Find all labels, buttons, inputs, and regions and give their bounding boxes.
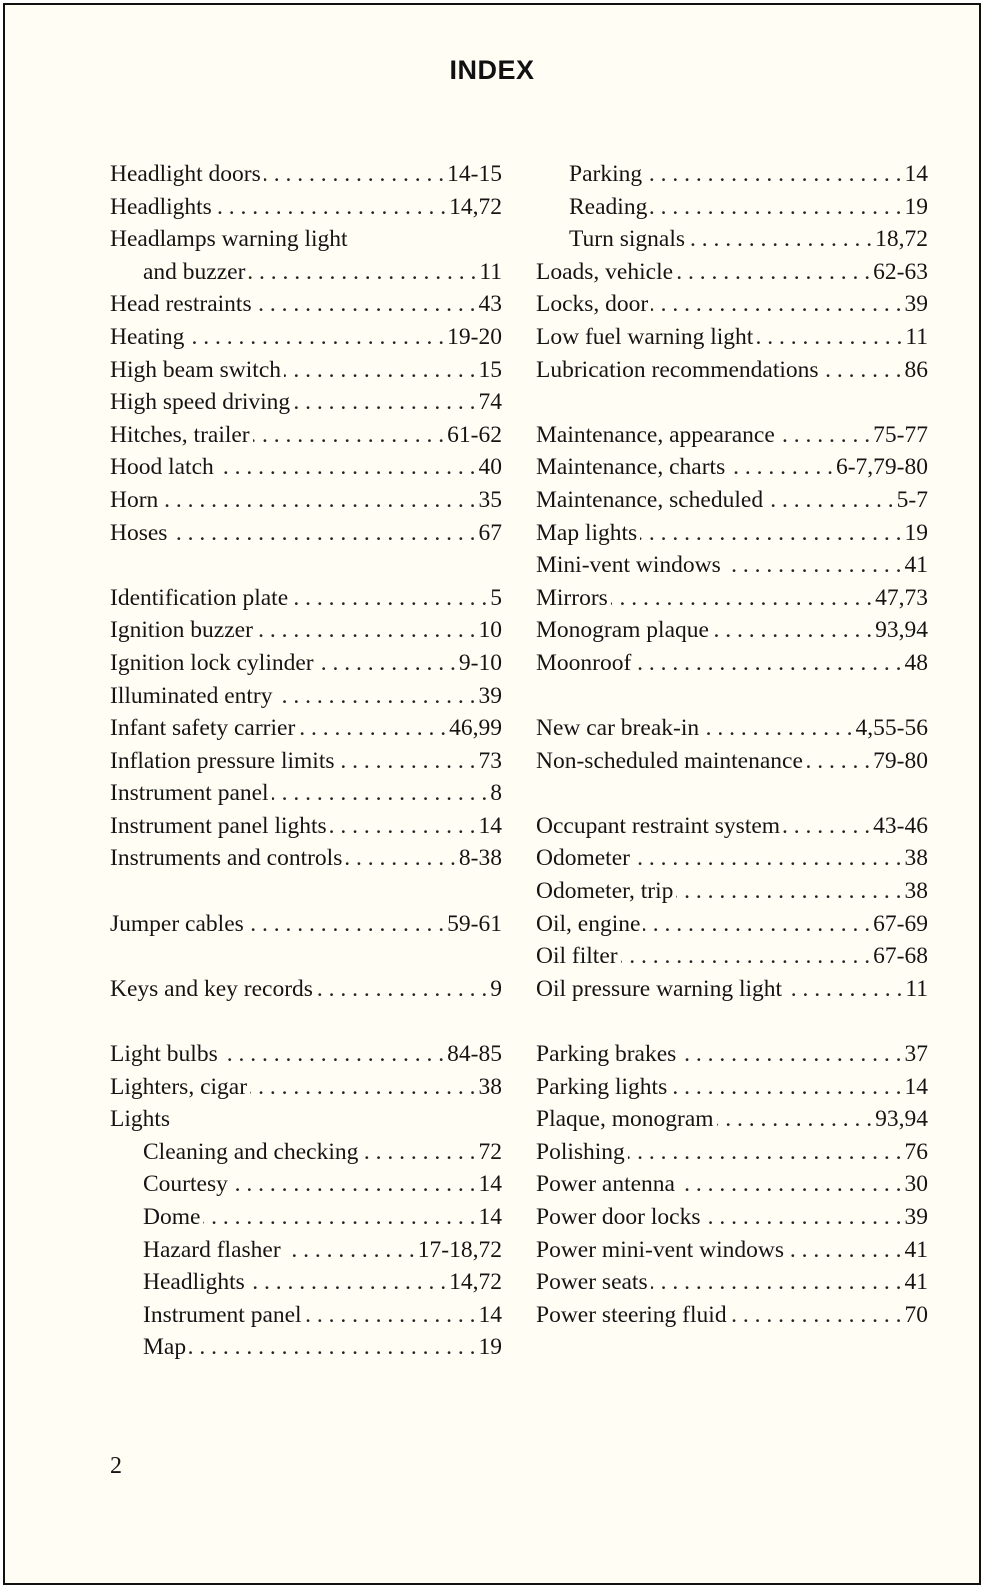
entry-label: Mirrors [536,584,608,611]
index-subentry [110,1234,502,1267]
dot-leader [345,842,456,875]
entry-pages: 4,55-56 [855,715,928,742]
index-subentry [536,191,928,224]
dot-leader [717,1103,873,1136]
index-subentry [110,1331,502,1364]
index-entry [536,1103,928,1136]
index-entry [110,223,502,256]
entry-label: Keys and key records [110,975,313,1002]
dot-leader [806,745,870,778]
entry-pages: 15 [478,356,502,383]
entry-label: Lights [110,1106,171,1133]
entry-label: Non-scheduled maintenance [536,747,803,774]
entry-label: Headlights [110,193,212,220]
entry-label: Low fuel warning light [536,323,754,350]
entry-pages: 93,94 [875,617,928,644]
dot-leader [650,191,901,224]
entry-label: Instruments and controls [110,845,343,872]
entry-pages: 41 [904,1269,928,1296]
section-gap [536,386,928,419]
entry-pages: 67-69 [873,910,928,937]
index-entry [536,614,928,647]
entry-pages: 6-7,79-80 [835,454,928,481]
index-entry [110,614,502,647]
entry-label: Infant safety carrier [110,715,296,742]
entry-label: Turn signals [569,226,686,253]
entry-pages: 76 [904,1138,928,1165]
dot-leader [255,288,476,321]
dot-leader [645,158,901,191]
index-entry [536,810,928,843]
entry-label: Mini-vent windows [536,552,721,579]
index-entry [110,419,502,452]
entry-label: Hood latch [110,454,214,481]
entry-label: Locks, door [536,291,649,318]
dot-leader [756,321,902,354]
entry-label: Hoses [110,519,168,546]
section-gap [536,1005,928,1038]
index-entry [536,1168,928,1201]
index-subentry [110,1299,502,1332]
entry-pages: 14 [478,1171,502,1198]
dot-leader [670,1071,901,1104]
entry-pages: 79-80 [873,747,928,774]
index-subentry [110,1136,502,1169]
index-entry [110,1103,502,1136]
dot-leader [712,614,872,647]
entry-label: Moonroof [536,649,632,676]
entry-pages: 14 [478,1301,502,1328]
entry-pages: 39 [904,291,928,318]
index-entry [536,647,928,680]
index-entry [536,940,928,973]
dot-leader [256,614,476,647]
entry-pages: 38 [904,878,928,905]
entry-pages: 47,73 [875,584,928,611]
index-entry [536,1299,928,1332]
dot-leader [305,1299,476,1332]
entry-pages: 9 [490,975,502,1002]
entry-label: Headlight doors [110,161,261,187]
dot-leader [284,354,476,387]
entry-label: Parking brakes [536,1041,677,1068]
index-column-right [536,158,928,1331]
entry-pages: 72 [478,1138,502,1165]
dot-leader [187,321,444,354]
section-gap [110,549,502,582]
dot-leader [298,712,446,745]
dot-leader [651,1266,902,1299]
entry-label: Oil pressure warning light [536,975,783,1002]
index-entry [110,1071,502,1104]
entry-pages: 84-85 [447,1041,502,1068]
entry-label: Map [143,1334,187,1361]
dot-leader [688,223,872,256]
dot-leader [703,1201,901,1234]
dot-leader [276,680,476,713]
index-entry [536,419,928,452]
index-entry [536,1201,928,1234]
entry-label: Power steering fluid [536,1301,727,1328]
dot-leader [316,973,487,1006]
dot-leader [724,549,902,582]
index-entry [536,1071,928,1104]
index-subentry [536,223,928,256]
entry-pages: 73 [478,747,502,774]
dot-leader [284,1234,415,1267]
entry-pages: 19 [478,1334,502,1361]
entry-pages: 67 [478,519,502,546]
index-page [3,3,981,1585]
index-entry [536,549,928,582]
entry-label: Dome [143,1204,201,1230]
entry-pages: 8 [490,780,502,807]
entry-pages: 41 [904,1236,928,1263]
entry-pages: 14,72 [449,193,502,220]
dot-leader [264,158,444,191]
entry-label: Maintenance, charts [536,454,726,481]
index-entry [536,1136,928,1169]
entry-label: Identification plate [110,584,289,611]
entry-pages: 39 [904,1204,928,1230]
index-entry [110,256,502,289]
entry-label: Headlights [143,1269,245,1296]
entry-pages: 67-68 [873,943,928,970]
dot-leader [215,191,446,224]
index-subentry [110,1201,502,1234]
page-title: INDEX [449,55,535,85]
entry-pages: 17-18,72 [417,1236,502,1263]
index-entry [110,680,502,713]
index-entry [110,745,502,778]
entry-label: Monogram plaque [536,617,709,644]
entry-label: Instrument panel [110,780,269,807]
entry-label: and buzzer [143,258,246,285]
entry-pages: 38 [478,1073,502,1100]
dot-leader [676,875,901,908]
entry-label: Oil, engine [536,910,641,937]
entry-pages: 14 [478,1204,502,1230]
dot-leader [778,419,870,452]
entry-pages: 41 [904,552,928,579]
dot-leader [221,1038,444,1071]
index-entry [536,1234,928,1267]
entry-label: Cleaning and checking [143,1138,359,1165]
entry-pages: 10 [478,617,502,644]
index-entry [110,191,502,224]
dot-leader [730,1299,902,1332]
dot-leader [676,256,870,289]
entry-label: Occupant restraint system [536,812,781,839]
index-subentry [110,1266,502,1299]
dot-leader [161,484,475,517]
entry-pages: 37 [904,1041,928,1068]
entry-label: Instrument panel lights [110,812,327,839]
dot-leader [679,1038,901,1071]
dot-leader [203,1201,475,1234]
dot-leader [611,582,872,615]
index-entry [536,288,928,321]
entry-pages: 59-61 [447,910,502,937]
dot-leader [728,451,833,484]
entry-pages: 43-46 [873,812,928,839]
index-entry [536,875,928,908]
index-entry [536,712,928,745]
entry-label: Horn [110,486,159,513]
entry-label: Power mini-vent windows [536,1236,785,1263]
entry-label: Map lights [536,519,638,546]
dot-leader [783,810,870,843]
index-entry [110,386,502,419]
index-subentry [110,1168,502,1201]
index-entry [110,158,502,191]
entry-label: High speed driving [110,389,291,416]
index-entry [536,582,928,615]
entry-pages: 93,94 [875,1106,928,1133]
entry-pages: 39 [478,682,502,709]
entry-pages: 14,72 [449,1269,502,1296]
entry-pages: 30 [904,1171,928,1198]
entry-pages: 8-38 [458,845,502,872]
entry-label: Odometer [536,845,630,872]
index-entry [110,842,502,875]
entry-label: Lubrication recommendations [536,356,819,383]
dot-leader [338,745,476,778]
dot-leader [317,647,456,680]
entry-label: Oil filter [536,943,618,970]
dot-leader [247,908,444,941]
entry-pages: 40 [478,454,502,481]
entry-label: Parking [569,161,643,187]
entry-label: Power seats [536,1269,648,1296]
entry-label: Power antenna [536,1171,675,1198]
dot-leader [702,712,852,745]
entry-pages: 75-77 [873,421,928,448]
entry-label: Heating [110,323,185,350]
dot-leader [628,1136,902,1169]
entry-label: Maintenance, appearance [536,421,775,448]
dot-leader [621,940,871,973]
dot-leader [250,1071,475,1104]
index-subentry [536,158,928,191]
entry-pages: 18,72 [875,226,928,253]
section-gap [536,680,928,713]
entry-label: Odometer, trip [536,878,674,905]
index-entry [110,810,502,843]
index-entry [110,712,502,745]
section-gap [536,777,928,810]
dot-leader [291,582,487,615]
entry-label: Ignition lock cylinder [110,649,314,676]
dot-leader [785,973,902,1006]
index-entry [536,1266,928,1299]
dot-leader [678,1168,902,1201]
index-entry [110,1038,502,1071]
entry-label: Loads, vehicle [536,258,674,285]
index-entry [110,451,502,484]
entry-label: New car break-in [536,715,700,742]
entry-pages: 14 [904,161,928,187]
dot-leader [643,908,870,941]
entry-pages: 5-7 [896,486,928,513]
index-entry [536,973,928,1006]
index-entry [110,288,502,321]
entry-label: Maintenance, scheduled [536,486,764,513]
index-entry [536,842,928,875]
entry-pages: 5 [490,584,502,611]
index-entry [110,582,502,615]
entry-pages: 19-20 [447,323,502,350]
entry-label: High beam switch [110,356,281,383]
index-entry [536,451,928,484]
section-gap [110,1005,502,1038]
index-entry [110,908,502,941]
entry-label: Polishing [536,1138,625,1165]
entry-pages: 14-15 [447,161,502,187]
entry-pages: 61-62 [447,421,502,448]
entry-pages: 38 [904,845,928,872]
entry-pages: 11 [479,258,502,285]
index-entry [536,745,928,778]
entry-label: Hitches, trailer [110,421,250,448]
index-entry [110,517,502,550]
index-entry [110,777,502,810]
index-entry [110,484,502,517]
entry-pages: 11 [905,323,928,350]
index-entry [536,908,928,941]
index-entry [536,256,928,289]
index-entry [110,321,502,354]
dot-leader [787,1234,901,1267]
entry-label: Instrument panel [143,1301,302,1328]
entry-pages: 62-63 [873,258,928,285]
entry-label: Light bulbs [110,1041,218,1068]
dot-leader [272,777,488,810]
entry-pages: 19 [904,519,928,546]
index-entry [110,973,502,1006]
index-column-left [110,158,502,1364]
section-gap [110,875,502,908]
dot-leader [217,451,476,484]
entry-label: Power door locks [536,1204,701,1230]
entry-label: Ignition buzzer [110,617,253,644]
entry-label: Inflation pressure limits [110,747,335,774]
index-entry [110,647,502,680]
page-number: 2 [110,1453,122,1479]
dot-leader [189,1331,475,1364]
dot-leader [248,256,476,289]
entry-pages: 43 [478,291,502,318]
index-entry [536,354,928,387]
dot-leader [293,386,475,419]
entry-label: Lighters, cigar [110,1073,248,1100]
index-entry [536,321,928,354]
dot-leader [170,517,475,550]
entry-label: Courtesy [143,1171,228,1198]
dot-leader [651,288,901,321]
entry-pages: 70 [904,1301,928,1328]
entry-pages: 48 [904,649,928,676]
index-entry [536,484,928,517]
entry-label: Plaque, monogram [536,1106,714,1133]
entry-pages: 86 [904,356,928,383]
entry-pages: 11 [905,975,928,1002]
dot-leader [231,1168,476,1201]
section-gap [110,940,502,973]
dot-leader [361,1136,475,1169]
entry-pages: 46,99 [449,715,502,742]
index-entry [110,354,502,387]
entry-pages: 14 [478,812,502,839]
entry-label: Head restraints [110,291,252,318]
dot-leader [253,419,445,452]
entry-label: Reading [569,193,648,220]
entry-label: Parking lights [536,1073,668,1100]
entry-label: Hazard flasher [143,1236,281,1263]
entry-label: Jumper cables [110,910,244,937]
dot-leader [634,647,901,680]
dot-leader [766,484,894,517]
entry-pages: 14 [904,1073,928,1100]
entry-pages: 9-10 [458,649,502,676]
dot-leader [633,842,902,875]
index-entry [536,1038,928,1071]
entry-pages: 74 [478,389,502,416]
entry-label: Headlamps warning light [110,226,348,253]
dot-leader [330,810,476,843]
dot-leader [640,517,901,550]
entry-label: Illuminated entry [110,682,273,709]
dot-leader [248,1266,446,1299]
entry-pages: 35 [478,486,502,513]
dot-leader [822,354,902,387]
entry-pages: 19 [904,193,928,220]
index-entry [536,517,928,550]
